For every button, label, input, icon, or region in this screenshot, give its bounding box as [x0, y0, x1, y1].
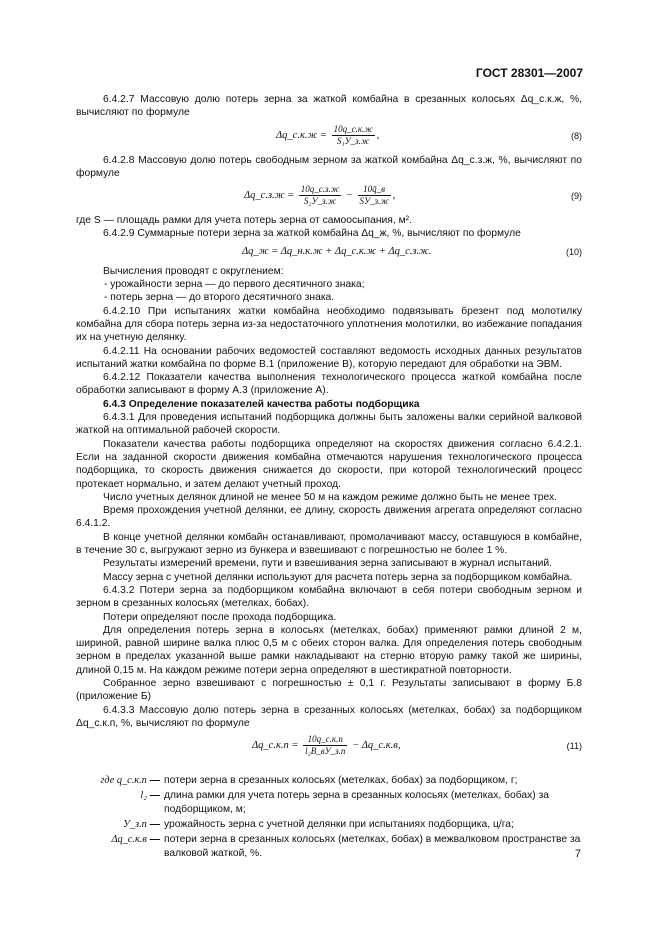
- definition-row: [76, 833, 582, 860]
- definition-dash: —: [149, 790, 160, 802]
- paragraph-frame: Для определения потерь зерна в колосьях (метелках, бобах) применяют рамки длиной 2 м, шириной, равной ширине валка плюс 0,5 м с обеих сторон валка. Для определения потерь свободным зерном в пределах указанной выше рамки накладывают на стерню вторую рамку такой же ширины, длиной 0,15 м. На каждом режиме потери зерна определяют в шестикратной повторности.: [76, 624, 582, 676]
- rounding-item-yield: - урожайности зерна — до первого десятичного знака;: [104, 279, 365, 291]
- formula-10-number: (10): [565, 246, 582, 257]
- paragraph-6-4-2-9: 6.4.2.9 Суммарные потери зерна за жаткой комбайна Δq_ж, %, вычисляют по формуле: [103, 228, 521, 240]
- paragraph-6-4-3-1: 6.4.3.1 Для проведения испытаний подборщика должны быть заложены валки серийной валковой жаткой на оптимальной рабочей скорости.: [76, 412, 582, 437]
- paragraph-time: Время прохождения учетной делянки, ее длину, скорость движения агрегата определяют согласно 6.4.1.2.: [76, 505, 582, 530]
- formula-11-number: (11): [566, 741, 582, 752]
- paragraph-stop: В конце учетной делянки комбайн останавливают, промолачивают массу, оставшуюся в комбайне, в течение 30 с, выгружают зерно из бункера и взвешивают с погрешностью не более 1 %.: [76, 531, 582, 557]
- definition-row: [76, 818, 582, 831]
- formula-9-denominator-2: SУ_з.ж: [359, 196, 389, 207]
- formula-9-numerator-1: 10q_с.з.ж: [300, 184, 340, 195]
- definition-symbol: где q_с.к.п: [100, 775, 147, 787]
- definition-text: потери зерна в срезанных колосьях (метелках, бобах) в межвалковом пространстве за валковой жаткой, %.: [164, 834, 581, 859]
- formula-9-number: (9): [571, 191, 582, 202]
- paragraph-6-4-2-10: 6.4.2.10 При испытаниях жатки комбайна необходимо подвязывать брезент под молотилку комбайна для сбора потерь зерна из-за недостаточного уплотнения молотилки, во избежание попадания их на учетную делянку.: [76, 305, 582, 344]
- rounding-item-losses: - потерь зерна — до второго десятичного знака.: [104, 292, 335, 304]
- paragraph-mass: Массу зерна с учетной делянки используют для расчета потерь зерна за подборщиком комбайна.: [103, 571, 573, 583]
- definition-dash: —: [149, 775, 160, 787]
- definition-text: урожайность зерна с учетной делянки при испытаниях подборщика, ц/га;: [164, 819, 514, 831]
- paragraph-weigh: Собранное зерно взвешивают с погрешностью ± 0,1 г. Результаты записывают в форму Б.8 (приложение Б): [76, 677, 582, 703]
- paragraph-record: Результаты измерений времени, пути и взвешивания зерна записывают в журнал испытаний.: [103, 558, 552, 570]
- formula-11-lhs: Δq_с.к.п =: [252, 740, 299, 752]
- page-content: [76, 93, 582, 862]
- definition-symbol: У_з.п: [123, 819, 147, 831]
- paragraph-6-4-2-12: 6.4.2.12 Показатели качества выполнения технологического процесса жаткой комбайна после обработки записывают в форму А.3 (приложение А).: [76, 372, 582, 397]
- section-heading-6-4-3: 6.4.3 Определение показателей качества работы подборщика: [103, 398, 420, 410]
- definition-symbol: l₂: [140, 790, 147, 802]
- rounding-intro: Вычисления проводят с округлением:: [103, 265, 284, 277]
- formula-10-body: Δq_ж = Δq_н.к.ж + Δq_с.к.ж + Δq_с.з.ж.: [242, 245, 432, 257]
- formula-9-denominator-1: S₂У_з.ж: [303, 196, 337, 207]
- definition-row: [76, 789, 582, 816]
- formula-9: [76, 184, 582, 210]
- formula-9-fraction-2: [358, 184, 391, 207]
- paragraph-6-4-3-3: 6.4.3.3 Массовую долю потерь зерна в срезанных колосьях (метелках, бобах) за подборщиком Δq_с.к.п, %, вычисляют по формуле: [76, 704, 582, 729]
- where-s-definition: где S — площадь рамки для учета потерь зерна от самоосыпания, м².: [76, 215, 412, 227]
- paragraph-6-4-2-11: 6.4.2.11 На основании рабочих ведомостей составляют ведомость исходных данных результатов испытаний жатки комбайна по форме В.1 (приложение В), которую передают для обработки на ЭВМ.: [76, 345, 582, 370]
- formula-8-number: (8): [571, 130, 582, 141]
- formula-8-fraction: [332, 124, 375, 147]
- symbol-definitions: [76, 774, 582, 860]
- formula-8-numerator: 10q_с.к.ж: [333, 123, 373, 134]
- definition-text: длина рамки для учета потерь зерна в срезанных колосьях (метелках, бобах) за подборщиком, м;: [164, 790, 550, 815]
- formula-11-numerator: 10q_с.к.п: [303, 734, 347, 746]
- definition-dash: —: [149, 819, 160, 831]
- formula-8-tail: ,: [376, 129, 380, 141]
- formula-10: [76, 245, 582, 261]
- formula-9-numerator-2: 10q̄_в: [358, 184, 391, 196]
- formula-9-minus: −: [345, 190, 353, 202]
- formula-11: [76, 734, 582, 760]
- paragraph-after: Потери определяют после прохода подборщика.: [103, 611, 337, 623]
- formula-8: [76, 124, 582, 150]
- page-number: 7: [574, 848, 581, 860]
- definition-dash: —: [149, 834, 160, 846]
- standard-header: ГОСТ 28301—2007: [475, 66, 583, 80]
- formula-8-denominator: S₁У_з.ж: [336, 135, 370, 146]
- formula-11-fraction: [303, 734, 347, 757]
- formula-9-tail: ,: [392, 190, 396, 202]
- paragraph-6-4-2-8: 6.4.2.8 Массовую долю потерь свободным зерном за жаткой комбайна Δq_с.з.ж, %, вычисляют по формуле: [76, 154, 582, 179]
- formula-11-tail: − Δq_с.к.в,: [352, 740, 401, 752]
- definition-row: [76, 774, 582, 787]
- definition-text: потери зерна в срезанных колосьях (метелках, бобах) за подборщиком, г;: [164, 775, 518, 787]
- formula-9-fraction-1: [299, 184, 341, 207]
- paragraph-speed: Показатели качества работы подборщика определяют на скоростях движения согласно 6.4.2.1. Если на заданной скорости движения комбайна отмечаются нарушения технологического процесса подборщика, то скорость движения снижается до скорости, при которой технологический процесс протекает нормально, и затем делают учетный проход.: [76, 438, 582, 490]
- formula-8-lhs: Δq_с.к.ж =: [276, 129, 327, 141]
- formula-11-denominator: l₂B_вУ_з.п: [305, 746, 346, 757]
- paragraph-plots: Число учетных делянок длиной не менее 50 м на каждом режиме должно быть не менее трех.: [103, 491, 557, 503]
- definition-symbol: Δq_с.к.в: [111, 834, 147, 846]
- paragraph-6-4-2-7: 6.4.2.7 Массовую долю потерь зерна за жаткой комбайна в срезанных колосьях Δq_с.к.ж, %, вычисляют по формуле: [76, 94, 582, 119]
- formula-9-lhs: Δq_с.з.ж =: [244, 190, 295, 202]
- paragraph-6-4-3-2: 6.4.3.2 Потери зерна за подборщиком комбайна включают в себя потери свободным зерном и зерном в срезанных колосьях (метелках, бобах).: [76, 584, 582, 610]
